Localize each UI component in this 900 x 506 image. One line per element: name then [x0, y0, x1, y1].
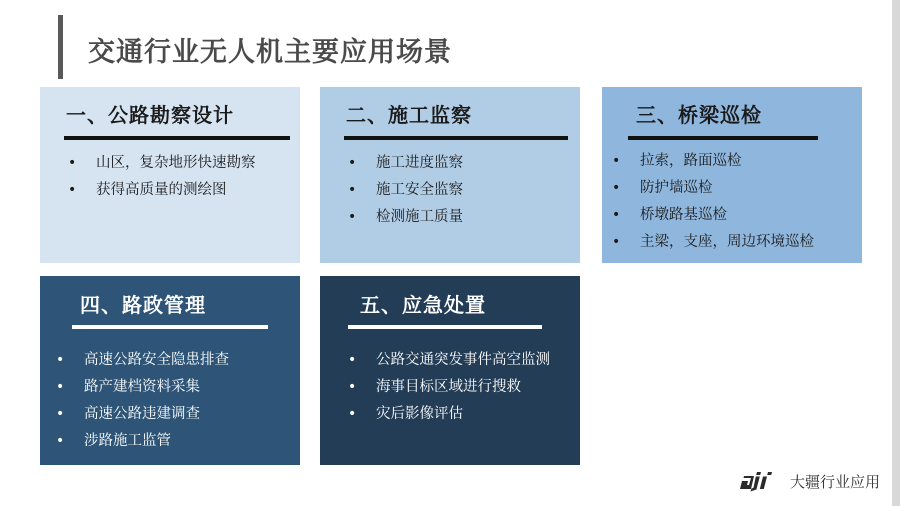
card-emergency-response: [320, 276, 580, 465]
bullet-icon: •: [56, 433, 65, 449]
card-title: 三、桥梁巡检: [636, 103, 762, 127]
bullet-icon: •: [56, 379, 65, 395]
bullet-icon: •: [68, 182, 77, 198]
list-item-text: 高速公路安全隐患排查: [84, 352, 229, 368]
list-item: [68, 150, 256, 177]
list-item-text: 获得高质量的测绘图: [96, 182, 227, 198]
list-item-text: 施工安全监察: [376, 182, 463, 198]
list-item: [348, 177, 463, 204]
bullet-icon: •: [56, 352, 65, 368]
list-item: [56, 401, 229, 428]
card-title: 五、应急处置: [360, 293, 486, 317]
card-title: 四、路政管理: [80, 293, 206, 317]
card-construction-supervision: [320, 87, 580, 263]
card-title-underline: [348, 325, 542, 329]
card-bridge-inspection: [602, 87, 862, 263]
list-item-text: 路产建档资料采集: [84, 379, 200, 395]
list-item-text: 施工进度监察: [376, 155, 463, 171]
list-item: [56, 374, 229, 401]
card-highway-survey-design: [40, 87, 300, 263]
card-title-underline: [344, 136, 568, 140]
card-bullet-list: [612, 148, 814, 256]
brand-name: 大疆行业应用: [790, 472, 881, 491]
card-title-underline: [64, 136, 290, 140]
list-item-text: 公路交通突发事件高空监测: [376, 352, 550, 368]
bullet-icon: •: [348, 209, 357, 225]
dji-logo-icon: [738, 470, 782, 492]
bullet-icon: •: [348, 406, 357, 422]
list-item: [56, 428, 229, 455]
bullet-icon: •: [612, 234, 621, 250]
list-item-text: 防护墙巡检: [640, 180, 713, 196]
list-item: [348, 401, 550, 428]
list-item-text: 灾后影像评估: [376, 406, 463, 422]
bullet-icon: •: [56, 406, 65, 422]
list-item-text: 拉索，路面巡检: [640, 153, 742, 169]
list-item: [348, 204, 463, 231]
list-item: [348, 374, 550, 401]
list-item-text: 高速公路违建调查: [84, 406, 200, 422]
card-road-administration: [40, 276, 300, 465]
list-item: [348, 150, 463, 177]
card-title-underline: [72, 325, 268, 329]
footer-brand: [738, 469, 880, 493]
right-edge-bar: [892, 0, 900, 506]
list-item-text: 涉路施工监管: [84, 433, 171, 449]
list-item: [612, 229, 814, 256]
list-item: [612, 202, 814, 229]
list-item-text: 山区，复杂地形快速勘察: [96, 155, 256, 171]
list-item-text: 桥墩路基巡检: [640, 207, 727, 223]
bullet-icon: •: [68, 155, 77, 171]
list-item-text: 主梁，支座，周边环境巡检: [640, 234, 814, 250]
card-bullet-list: [68, 150, 256, 204]
card-bullet-list: [56, 347, 229, 455]
bullet-icon: •: [348, 352, 357, 368]
card-bullet-list: [348, 150, 463, 231]
bullet-icon: •: [612, 180, 621, 196]
list-item-text: 海事目标区域进行搜救: [376, 379, 521, 395]
bullet-icon: •: [612, 153, 621, 169]
page-title: 交通行业无人机主要应用场景: [88, 37, 452, 68]
list-item: [68, 177, 256, 204]
card-bullet-list: [348, 347, 550, 428]
card-title: 二、施工监察: [346, 103, 472, 127]
bullet-icon: •: [348, 379, 357, 395]
list-item-text: 检测施工质量: [376, 209, 463, 225]
card-title: 一、公路勘察设计: [66, 103, 234, 127]
list-item: [612, 175, 814, 202]
bullet-icon: •: [348, 155, 357, 171]
card-title-underline: [628, 136, 818, 140]
bullet-icon: •: [348, 182, 357, 198]
title-accent-bar: [58, 15, 63, 79]
bullet-icon: •: [612, 207, 621, 223]
list-item: [56, 347, 229, 374]
list-item: [612, 148, 814, 175]
list-item: [348, 347, 550, 374]
